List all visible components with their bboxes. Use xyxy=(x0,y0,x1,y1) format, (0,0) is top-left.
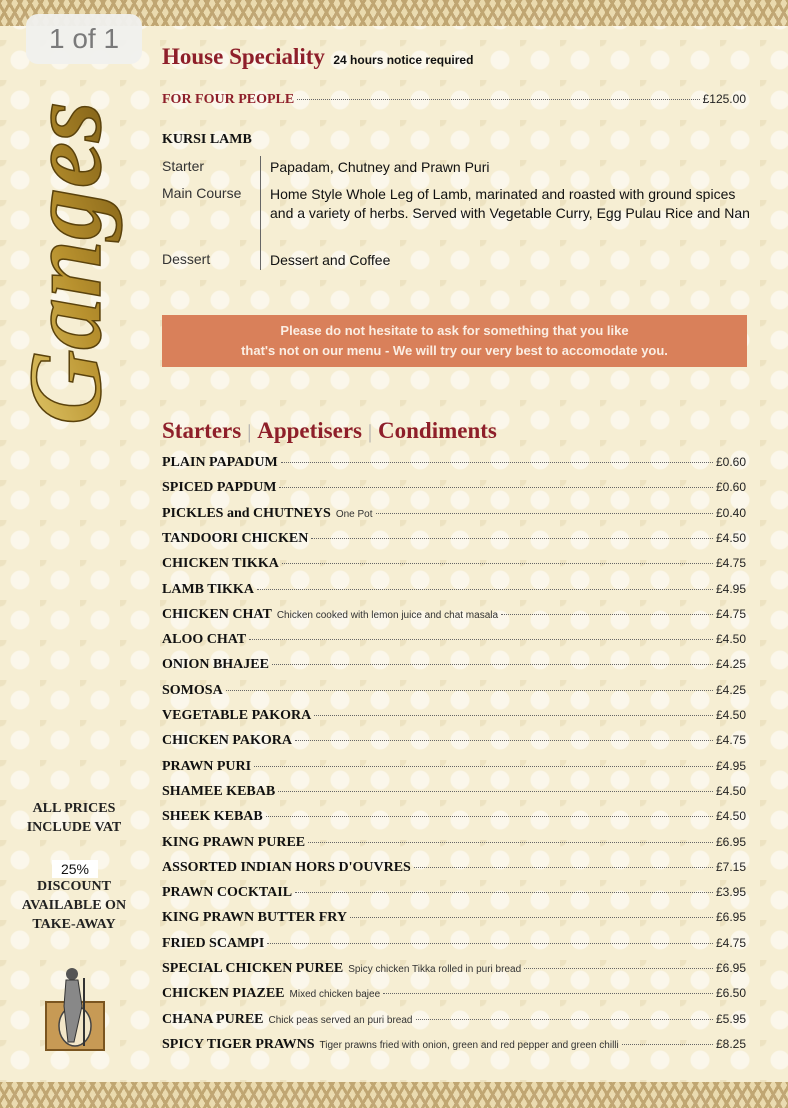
menu-item-row xyxy=(162,936,746,956)
for-four-row xyxy=(162,92,746,108)
dot-leader xyxy=(622,1044,713,1045)
dot-leader xyxy=(267,943,713,944)
menu-item-name: SPICY TIGER PRAWNS xyxy=(162,1036,315,1052)
dot-leader xyxy=(278,791,713,792)
menu-item-price: £6.50 xyxy=(715,986,746,1001)
menu-item-price: £4.75 xyxy=(715,606,746,621)
menu-item-row xyxy=(162,480,746,500)
menu-item-name: LAMB TIKKA xyxy=(162,581,254,597)
vat-note-line1: ALL PRICES xyxy=(32,801,116,816)
request-banner xyxy=(162,315,747,367)
page-indicator: 1 of 1 xyxy=(26,14,142,64)
menu-item-row xyxy=(162,632,746,652)
discount-note-line1: DISCOUNT xyxy=(37,879,111,894)
menu-item-description: Tiger prawns fried with onion, green and red pepper and green chilli xyxy=(319,1039,619,1051)
course-divider xyxy=(260,156,261,270)
menu-item-name: VEGETABLE PAKORA xyxy=(162,708,312,723)
menu-item-name: SHEEK KEBAB xyxy=(162,809,263,825)
section-title-condiments: Condiments xyxy=(378,418,497,443)
emblem-figure-icon xyxy=(44,966,106,1052)
menu-item-row xyxy=(162,607,746,627)
menu-item-name: ALOO CHAT xyxy=(162,632,247,648)
menu-item-row xyxy=(162,733,746,753)
request-banner-line1: Please do not hesitate to ask for something that you like xyxy=(280,323,629,338)
menu-item-row xyxy=(162,961,746,981)
menu-item-price: £4.95 xyxy=(715,758,746,773)
dot-leader xyxy=(376,513,713,514)
starters-section-heading xyxy=(162,418,497,444)
kursi-lamb-title: KURSI LAMB xyxy=(162,132,252,147)
menu-item-name: ASSORTED INDIAN HORS D'OUVRES xyxy=(162,859,411,875)
house-speciality-heading xyxy=(162,44,473,70)
section-separator: | xyxy=(247,421,252,443)
menu-item-row xyxy=(162,582,746,602)
menu-item-price: £8.25 xyxy=(715,1036,746,1051)
menu-item-name: CHICKEN CHAT xyxy=(162,606,272,622)
menu-item-price: £4.75 xyxy=(715,556,746,571)
course-label-starter: Starter xyxy=(162,158,205,174)
menu-item-name: KING PRAWN PUREE xyxy=(162,834,306,850)
menu-item-description: Spicy chicken Tikka rolled in puri bread xyxy=(348,964,522,975)
menu-item-row xyxy=(162,784,746,804)
dot-leader xyxy=(295,740,713,741)
menu-item-row xyxy=(162,556,746,576)
discount-note-line2: AVAILABLE ON xyxy=(21,898,127,913)
menu-item-description: Mixed chicken bajee xyxy=(289,989,381,1001)
menu-item-row xyxy=(162,1037,746,1057)
menu-item-price: £0.60 xyxy=(715,455,746,469)
menu-item-name: PLAIN PAPADUM xyxy=(162,455,278,470)
menu-item-description: Chick peas served an puri bread xyxy=(268,1014,413,1026)
menu-item-name: PRAWN COCKTAIL xyxy=(162,885,293,901)
menu-item-row xyxy=(162,708,746,728)
menu-item-row xyxy=(162,809,746,829)
dot-leader xyxy=(314,715,713,716)
menu-item-price: £4.50 xyxy=(715,783,746,798)
dot-leader xyxy=(311,538,713,539)
menu-item-row xyxy=(162,885,746,905)
course-text-dessert: Dessert and Coffee xyxy=(270,252,391,268)
menu-item-row xyxy=(162,683,746,703)
menu-item-price: £4.75 xyxy=(715,935,746,950)
menu-item-row xyxy=(162,657,746,677)
vat-note-line2: INCLUDE VAT xyxy=(26,820,122,835)
menu-item-price: £4.50 xyxy=(715,708,746,722)
bottom-border-ornament xyxy=(0,1082,788,1108)
menu-item-price: £0.60 xyxy=(715,480,746,495)
menu-item-price: £7.15 xyxy=(715,859,746,874)
dot-leader xyxy=(501,614,713,615)
dot-leader xyxy=(308,842,713,843)
dot-leader xyxy=(383,993,713,994)
menu-item-name: KING PRAWN BUTTER FRY xyxy=(162,910,348,926)
menu-item-name: TANDOORI CHICKEN xyxy=(162,530,309,546)
discount-note-line3: TAKE-AWAY xyxy=(32,917,116,932)
dot-leader xyxy=(414,867,713,868)
menu-item-name: FRIED SCAMPI xyxy=(162,935,265,951)
menu-item-row xyxy=(162,531,746,551)
dot-leader xyxy=(416,1019,713,1020)
menu-item-row xyxy=(162,1012,746,1032)
request-banner-line2: that's not on our menu - We will try our very best to accomodate you. xyxy=(241,343,668,358)
dot-leader xyxy=(524,968,713,969)
course-text-starter: Papadam, Chutney and Prawn Puri xyxy=(270,159,490,175)
menu-item-price: £6.95 xyxy=(715,834,746,849)
menu-item-price: £4.95 xyxy=(715,581,746,596)
menu-item-price: £4.25 xyxy=(715,682,746,697)
menu-item-price: £0.40 xyxy=(715,505,746,520)
course-label-dessert: Dessert xyxy=(162,251,211,267)
dot-leader xyxy=(249,639,713,640)
dot-leader xyxy=(254,766,713,767)
section-separator: | xyxy=(367,421,372,443)
menu-item-description: Chicken cooked with lemon juice and chat masala xyxy=(276,609,499,621)
menu-item-name: CHANA PUREE xyxy=(162,1011,264,1027)
section-title-appetisers: Appetisers xyxy=(257,418,362,443)
dot-leader xyxy=(279,487,713,488)
house-speciality-note: 24 hours notice required xyxy=(333,53,474,67)
menu-item-name: CHICKEN TIKKA xyxy=(162,556,279,572)
menu-item-name: ONION BHAJEE xyxy=(162,657,269,673)
menu-item-row xyxy=(162,910,746,930)
dot-leader xyxy=(282,563,713,564)
menu-item-row xyxy=(162,835,746,855)
menu-item-name: PRAWN PURI xyxy=(162,758,252,774)
menu-item-description: One Pot xyxy=(335,508,373,520)
dot-leader xyxy=(226,690,713,691)
menu-item-name: PICKLES and CHUTNEYS xyxy=(162,505,331,521)
menu-item-price: £4.25 xyxy=(715,657,746,672)
menu-item-row xyxy=(162,506,746,526)
menu-item-price: £4.50 xyxy=(715,530,746,545)
course-text-main: Home Style Whole Leg of Lamb, marinated and roasted with ground spices and a variety of herbs. Served with Vegetable Curry, Egg Pulau Rice and Nan xyxy=(270,186,750,221)
menu-item-row xyxy=(162,455,746,475)
dot-leader xyxy=(297,99,699,100)
dot-leader xyxy=(266,816,713,817)
menu-item-row xyxy=(162,759,746,779)
menu-item-name: SPECIAL CHICKEN PUREE xyxy=(162,961,344,976)
dot-leader xyxy=(281,462,713,463)
house-speciality-title: House Speciality xyxy=(162,44,325,69)
menu-item-name: CHICKEN PIAZEE xyxy=(162,986,285,1002)
menu-item-price: £4.50 xyxy=(715,809,746,824)
ganges-logo xyxy=(0,60,124,430)
menu-item-price: £4.50 xyxy=(715,632,746,647)
menu-item-name: CHICKEN PAKORA xyxy=(162,733,293,749)
logo-lettering: Ganges xyxy=(8,101,123,425)
section-title-starters: Starters xyxy=(162,418,242,443)
dot-leader xyxy=(295,892,713,893)
course-label-main: Main Course xyxy=(162,185,242,201)
menu-item-price: £6.95 xyxy=(715,961,746,975)
dot-leader xyxy=(257,589,713,590)
dot-leader xyxy=(350,917,713,918)
menu-item-price: £4.75 xyxy=(715,733,746,748)
vat-note xyxy=(12,799,136,837)
dot-leader xyxy=(272,664,713,665)
menu-item-price: £6.95 xyxy=(715,910,746,925)
menu-item-price: £5.95 xyxy=(715,1011,746,1026)
discount-note xyxy=(12,877,136,934)
for-four-label: FOR FOUR PEOPLE xyxy=(162,92,295,107)
menu-item-row xyxy=(162,860,746,880)
menu-item-name: SHAMEE KEBAB xyxy=(162,783,276,799)
menu-item-name: SOMOSA xyxy=(162,682,223,698)
menu-item-name: SPICED PAPDUM xyxy=(162,480,277,496)
for-four-price: £125.00 xyxy=(702,92,746,106)
menu-item-price: £3.95 xyxy=(715,885,746,900)
menu-item-row xyxy=(162,986,746,1006)
discount-percentage: 25% xyxy=(52,860,98,878)
